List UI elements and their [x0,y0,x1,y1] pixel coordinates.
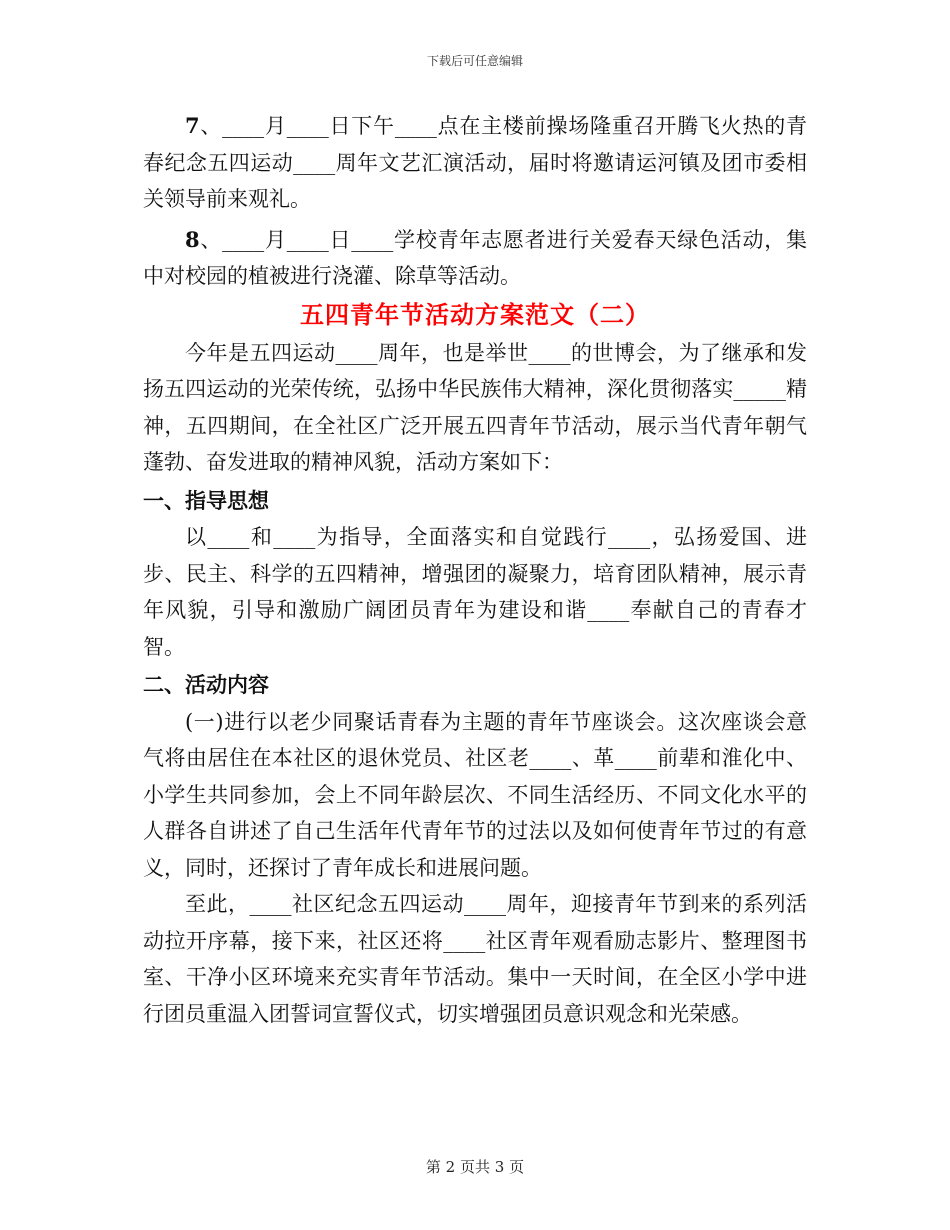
list-item-7 [143,108,807,218]
activity-content-paragraph-2: 至此，____社区纪念五四运动____周年，迎接青年节到来的系列活动拉开序幕，接下来，社区还将____社区青年观看励志影片、整理图书室、干净小区环境来充实青年节活动。集中一天时间，在全区小学中进行团员重温入团誓词宣誓仪式，切实增强团员意识观念和光荣感。 [143,892,807,1026]
activity-content-paragraph-1: (一)进行以老少同聚话青春为主题的青年节座谈会。这次座谈会意气将由居住在本社区的退休党员、社区老____、革____前辈和淮化中、小学生共同参加，会上不同年龄层次、不同生活经历、不同文化水平的人群各自讲述了自己生活年代青年节的过法以及如何使青年节过的有意义，同时，还探讨了青年成长和进展问题。 [143,709,807,880]
guiding-ideology-paragraph: 以____和____为指导，全面落实和自觉践行____，弘扬爱国、进步、民主、科学的五四精神，增强团的凝聚力，培育团队精神，展示青年风貌，引导和激励广阔团员青年为建设和谐____奉献自己的青春才智。 [143,525,807,659]
document-body [143,108,807,1032]
intro-paragraph: 今年是五四运动____周年，也是举世____的世博会，为了继承和发扬五四运动的光荣传统，弘扬中华民族伟大精神，深化贯彻落实_____精神，五四期间，在全社区广泛开展五四青年节活动，展示当代青年朝气蓬勃、奋发进取的精神风貌，活动方案如下： [143,340,807,474]
heading-activity-content: 二、活动内容 [143,673,269,697]
page-footer: 第 2 页共 3 页 [425,1158,525,1176]
section-title: 五四青年节活动方案范文（二） [300,299,650,329]
page-header: 下载后可任意编辑 [426,54,523,68]
list-item-8 [143,222,807,295]
item-8-number: 8 [185,226,200,252]
item-8-text: 、____月____日____学校青年志愿者进行关爱春天绿色活动，集中对校园的植被进行浇灌、除草等活动。 [143,227,807,288]
item-7-number: 7 [185,113,200,138]
item-7-text: 、____月____日下午____点在主楼前操场隆重召开腾飞火热的青春纪念五四运动____周年文艺汇演活动，届时将邀请运河镇及团市委相关领导前来观礼。 [143,114,807,211]
heading-guiding-ideology: 一、指导思想 [143,488,269,513]
